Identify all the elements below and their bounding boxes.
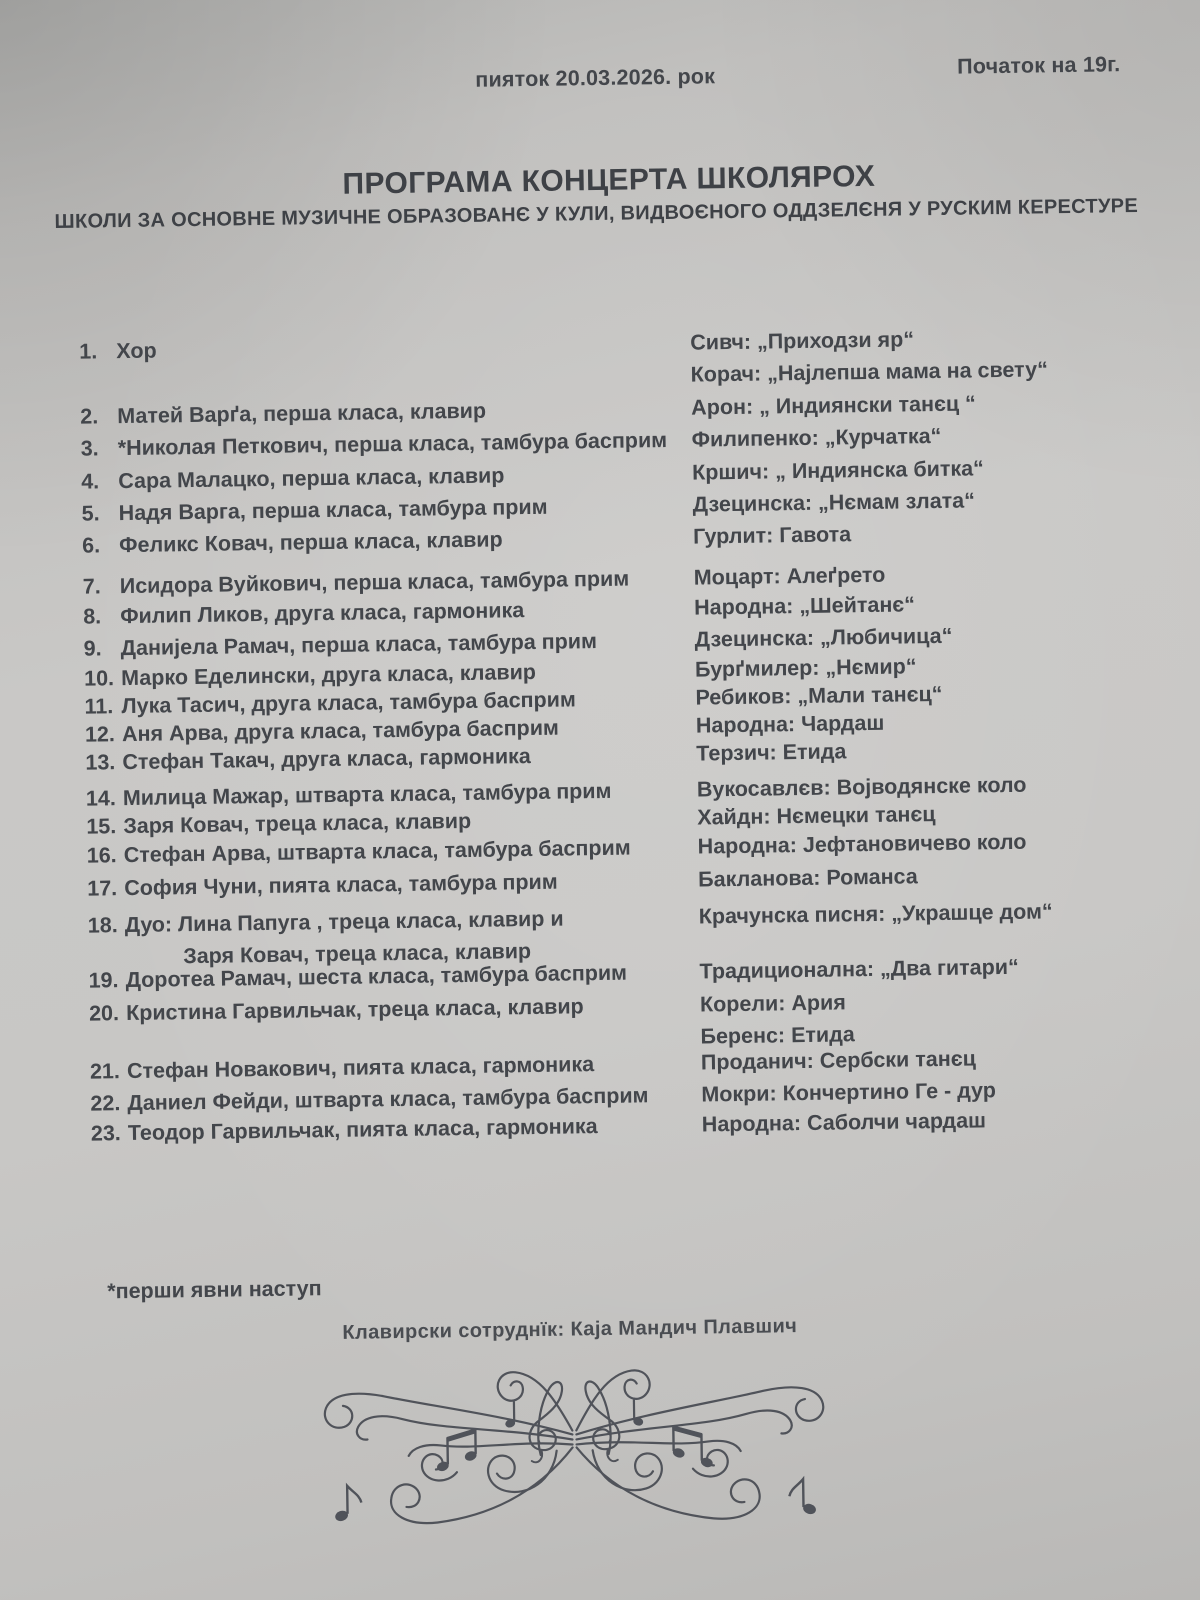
performer: Лука Тасич, друга класа, тамбура басприм	[121, 687, 576, 719]
piece: Корели: Ария Беренс: Етида	[699, 990, 855, 1049]
item-number: 7.	[82, 574, 101, 599]
item-number: 20.	[88, 1001, 120, 1026]
performer: Хор	[116, 338, 157, 364]
item-number: 22.	[90, 1091, 121, 1116]
performer: София Чуни, пията класа, тамбура прим	[124, 869, 558, 901]
item-number: 14.	[85, 786, 116, 811]
program-row	[79, 323, 1138, 398]
item-number: 8.	[83, 604, 102, 629]
piece: Народна: „Шейтанє“	[693, 592, 916, 620]
performer: Даниел Фейди, штварта класа, тамбура басприм	[127, 1083, 649, 1116]
performer: Сара Малацко, перша класа, клавир	[118, 463, 505, 494]
item-number: 5.	[81, 501, 100, 526]
piece: Гурлит: Гавота	[692, 522, 852, 549]
performer: Аня Арва, друга класа, тамбура басприм	[121, 715, 560, 747]
performer: *Николая Петкович, перша класа, тамбура басприм	[117, 427, 668, 461]
performer: Стефан Новакович, пията класа, гармоника	[126, 1052, 595, 1084]
performer: Матей Варґа, перша класа, клавир	[117, 398, 487, 429]
item-number: 6.	[81, 533, 101, 558]
piece: Мокри: Кончертино Ге - дур	[701, 1078, 997, 1107]
item-number: 12.	[84, 722, 116, 747]
piece: Традиционална: „Два гитари“	[699, 954, 1019, 984]
piece: Терзич: Етида	[696, 739, 847, 766]
performer: Стефан Арва, штварта класа, тамбура басприм	[123, 835, 631, 868]
item-number: 10.	[83, 666, 115, 691]
page-title: ПРОГРАМА КОНЦЕРТА ШКОЛЯРОХ	[342, 159, 876, 201]
item-number: 23.	[90, 1121, 121, 1146]
accompanist-line: Клавирски сотруднїк: Каја Мандич Плавшич	[342, 1315, 798, 1344]
item-number: 15.	[86, 814, 117, 839]
performer: Теодор Гарвильчак, пията класа, гармоника	[127, 1114, 598, 1146]
piece: Ребиков: „Мали танєц“	[695, 681, 943, 710]
performer: Заря Ковач, треца класа, клавир	[123, 808, 472, 839]
piece: Дзецинска: „Нємам злата“	[692, 488, 976, 517]
performer: Надя Варга, перша класа, тамбура прим	[118, 494, 548, 526]
item-number: 17.	[87, 876, 118, 901]
date-line: пияток 20.03.2026. рок	[475, 64, 716, 92]
performer: Марко Еделински, друга класа, клавир	[120, 659, 537, 691]
piece: Кршич: „ Индиянска битка“	[691, 456, 985, 485]
item-number: 9.	[83, 636, 102, 661]
item-number: 4.	[81, 469, 100, 494]
piece: Филипенко: „Курчатка“	[691, 423, 942, 452]
item-number: 18.	[87, 913, 118, 938]
item-number: 3.	[80, 436, 99, 461]
performer: Стефан Такач, друга класа, гармоника	[122, 744, 531, 775]
item-number: 1.	[79, 339, 98, 364]
item-number: 21.	[89, 1059, 121, 1084]
piece: Бурґмилер: „Нємир“	[694, 654, 917, 682]
item-number: 19.	[88, 968, 119, 993]
piece: Народна: Јефтановичево коло	[697, 829, 1027, 859]
performer: Феликс Ковач, перша класа, клавир	[118, 527, 503, 558]
performer: Дуо: Лина Папуга , треца класа, клавир и Заря Ковач, треца класа, клавир	[124, 906, 564, 969]
page-subtitle: ШКОЛИ ЗА ОСНОВНЕ МУЗИЧНЕ ОБРАЗОВАНЄ У КУЛИ, ВИДВОЄНОГО ОДДЗЕЛЄНЯ У РУСКИМ КЕРЕСТУРЕ	[54, 194, 1139, 234]
piece: Вукосавлєв: Војводянске коло	[696, 772, 1027, 802]
start-time: Початок на 19г.	[956, 52, 1121, 79]
piece: Дзецинска: „Любичица“	[694, 623, 953, 652]
piece: Крачунска писня: „Украшце дом“	[698, 899, 1053, 929]
piece: Арон: „ Индиянски танєц “	[691, 391, 977, 420]
piece: Хайдн: Нємецки танєц	[697, 802, 936, 830]
piece: Бакланова: Романса	[698, 864, 918, 892]
item-number: 2.	[80, 404, 99, 429]
music-flourish-icon	[303, 1338, 846, 1546]
item-number: 16.	[86, 843, 117, 868]
performer: Доротеа Рамач, шеста класа, тамбура басприм	[125, 960, 628, 993]
first-public-performance-note: *перши явни наступ	[107, 1276, 322, 1304]
performer: Филип Ликов, друга класа, гармоника	[120, 598, 525, 629]
piece: Проданич: Сербски танєц	[700, 1046, 977, 1075]
performer: Исидора Вуйкович, перша класа, тамбура прим	[119, 566, 630, 599]
item-number: 13.	[85, 750, 116, 775]
performer: Милица Мажар, штварта класа, тамбура прим	[122, 778, 612, 811]
performer: Кристина Гарвильчак, треца класа, клавир	[125, 994, 584, 1026]
piece: Народна: Саболчи чардаш	[701, 1108, 987, 1137]
piece: Сивч: „Приходзи яр“ Корач: „Најлепша мама на свету“	[690, 327, 1049, 387]
item-number: 11.	[84, 694, 114, 719]
performer: Данијела Рамач, перша класа, тамбура прим	[120, 629, 598, 661]
piece: Народна: Чардаш	[695, 710, 885, 738]
piece: Моцарт: Алеґрето	[693, 562, 886, 590]
